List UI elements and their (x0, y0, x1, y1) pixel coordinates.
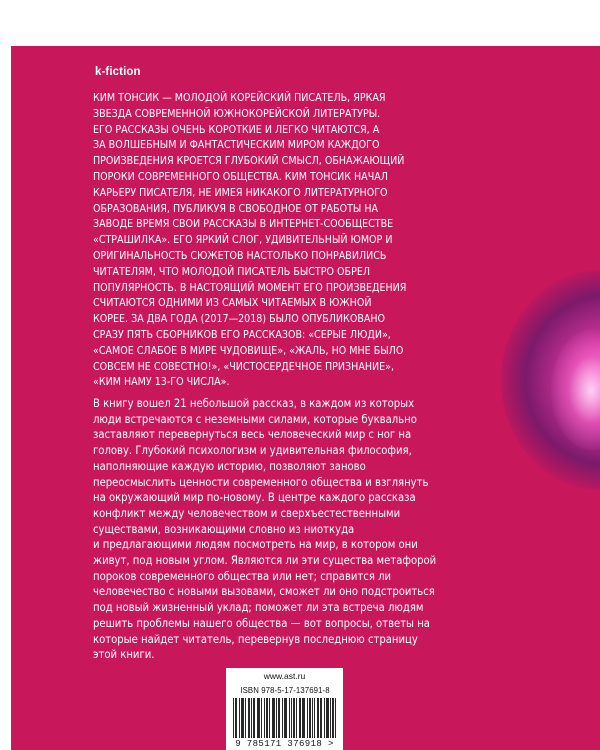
publisher-website: www.ast.ru (263, 671, 306, 681)
barcode-digits: 9 785171 376918 > (235, 739, 334, 749)
description-line: переосмыслить ценности современного общества и взглянуть (93, 475, 429, 489)
bio-line: ЗАВОДЕ ВРЕМЯ СВОИ РАССКАЗЫ В ИНТЕРНЕТ-СООБЩЕСТВЕ (93, 218, 394, 231)
bio-line: «КИМ НАМУ 13-ГО ЧИСЛА». (93, 376, 230, 389)
description-line: на окружающий мир по-новому. В центре каждого рассказа (93, 491, 416, 505)
description-line: этой книги. (93, 648, 155, 662)
description-line: человечество с новыми вызовами, сможет ли оно подстроиться (93, 585, 435, 599)
barcode-panel (226, 668, 343, 750)
bio-line: СОВСЕМ НЕ СОВЕСТНО!», «ЧИСТОСЕРДЕЧНОЕ ПРИЗНАНИЕ», (93, 360, 395, 373)
description-line: существами, возникающими словно из ниоткуда (93, 522, 355, 536)
bio-line: ОРИГИНАЛЬНОСТЬ СЮЖЕТОВ НАСТОЛЬКО ПОНРАВИЛИСЬ (93, 249, 387, 262)
description-line: люди встречаются с неземными силами, которые буквально (93, 412, 417, 426)
bio-line: ПОРОКИ СОВРЕМЕННОГО ОБЩЕСТВА. КИМ ТОНСИК НАЧАЛ (93, 170, 388, 183)
description-line: решить проблемы нашего общества — вот вопросы, ответы на (93, 616, 430, 630)
bio-line: КАРЬЕРУ ПИСАТЕЛЯ, НЕ ИМЕЯ НИКАКОГО ЛИТЕРАТУРНОГО (93, 186, 388, 199)
bio-line: «САМОЕ СЛАБОЕ В МИРЕ ЧУДОВИЩЕ», «ЖАЛЬ, НО МНЕ БЫЛО (93, 344, 404, 357)
bio-line: ПОПУЛЯРНОСТЬ. В НАСТОЯЩИЙ МОМЕНТ ЕГО ПРОИЗВЕДЕНИЯ (93, 281, 407, 294)
description-line: голову. Глубокий психологизм и удивительная философия, (93, 444, 412, 458)
bio-line: «СТРАШИЛКА». ЕГО ЯРКИЙ СЛОГ, УДИВИТЕЛЬНЫЙ ЮМОР И (93, 234, 393, 247)
book-back-cover (11, 0, 600, 750)
description-line: и предлагающими людям посмотреть на мир, в котором они (93, 538, 418, 552)
bio-line: СЧИТАЮТСЯ ОДНИМИ ИЗ САМЫХ ЧИТАЕМЫХ В ЮЖНОЙ (93, 297, 372, 310)
bio-line: ЗВЕЗДА СОВРЕМЕННОЙ ЮЖНОКОРЕЙСКОЙ ЛИТЕРАТУРЫ. (93, 107, 381, 120)
bio-line: КИМ ТОНСИК — МОЛОДОЙ КОРЕЙСКИЙ ПИСАТЕЛЬ, ЯРКАЯ (93, 92, 386, 104)
description-line: под новый жизненный уклад; поможет ли эта встреча людям (93, 601, 424, 615)
bio-line: СРАЗУ ПЯТЬ СБОРНИКОВ ЕГО РАССКАЗОВ: «СЕРЫЕ ЛЮДИ», (93, 328, 391, 341)
book-description (93, 396, 513, 663)
description-line: В книгу вошел 21 небольшой рассказ, в каждом из которых (93, 397, 415, 410)
description-line: заставляют перевернуться весь человеческий мир с ног на (93, 428, 412, 442)
description-line: наполняющие каждую историю, позволяют заново (93, 459, 366, 473)
description-line: пороков современного общества или нет; справится ли (93, 569, 392, 583)
barcode-icon (233, 698, 336, 738)
top-white-band (11, 0, 600, 46)
description-line: которые найдет читатель, перевернув последнюю страницу (93, 632, 418, 646)
bio-line: ЗА ВОЛШЕБНЫМ И ФАНТАСТИЧЕСКИМ МИРОМ КАЖДОГО (93, 139, 380, 152)
bio-line: ОБРАЗОВАНИЯ, ПУБЛИКУЯ В СВОБОДНОЕ ОТ РАБОТЫ НА (93, 202, 379, 215)
description-line: конфликт между человечеством и сверхъестественными (93, 506, 401, 520)
bio-line: ЧИТАТЕЛЯМ, ЧТО МОЛОДОЙ ПИСАТЕЛЬ БЫСТРО ОБРЕЛ (93, 265, 371, 278)
author-bio (93, 91, 513, 391)
bio-line: ЕГО РАССКАЗЫ ОЧЕНЬ КОРОТКИЕ И ЛЕГКО ЧИТАЮТСЯ, А (93, 123, 380, 136)
bio-line: ПРОИЗВЕДЕНИЯ КРОЕТСЯ ГЛУБОКИЙ СМЫСЛ, ОБНАЖАЮЩИЙ (93, 155, 405, 168)
isbn-number: ISBN 978-5-17-137691-8 (240, 686, 330, 695)
bio-line: КОРЕЕ. ЗА ДВА ГОДА (2017—2018) БЫЛО ОПУБЛИКОВАНО (93, 313, 386, 326)
series-brand: k-fiction (95, 66, 141, 78)
description-line: живут, под новым углом. Являются ли эти существа метафорой (93, 554, 437, 568)
